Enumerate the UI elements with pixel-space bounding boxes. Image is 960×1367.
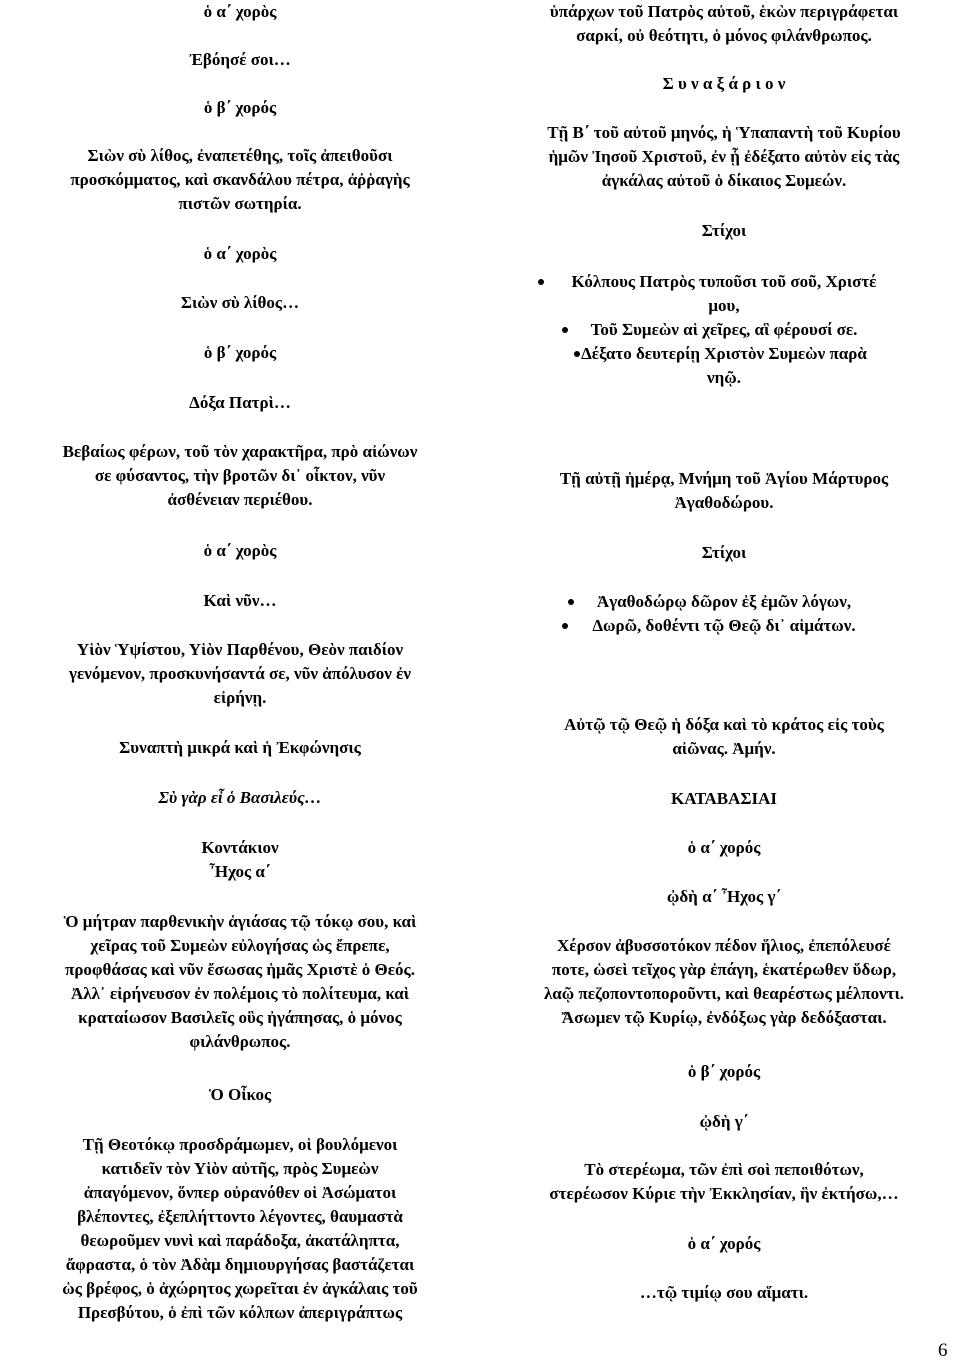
verse-line: Κόλπους Πατρὸς τυποῦσι τοῦ σοῦ, Χριστέ bbox=[571, 272, 877, 291]
doxology-line: αἰῶνας. Ἀμήν. bbox=[672, 739, 776, 758]
verse-line: νηῷ. bbox=[707, 368, 741, 387]
ode-heading: ᾠδὴ γ΄ bbox=[699, 1112, 749, 1131]
commemoration-line: Ἀγαθοδώρου. bbox=[674, 493, 774, 512]
choir-1-heading: ὁ α΄ χορός bbox=[687, 838, 761, 857]
verse-line: Τοῦ Συμεὼν αἱ χεῖρες, αἳ φέρουσί σε. bbox=[590, 320, 858, 339]
oikos-line: Τῇ Θεοτόκῳ προσδράμωμεν, οἱ βουλόμενοι bbox=[82, 1135, 398, 1154]
oikos-line: ὡς βρέφος, ὁ ἀχώρητος χωρεῖται ἐν ἀγκάλαις τοῦ bbox=[62, 1279, 418, 1298]
hymn-line: εἰρήνῃ. bbox=[213, 688, 267, 707]
synaxarion-line: ἡμῶν Ἰησοῦ Χριστοῦ, ἐν ᾗ ἐδέξατο αὐτὸν εἰς τὰς bbox=[548, 147, 900, 166]
oikos-line: ἄφραστα, ὁ τὸν Ἀδὰμ δημιουργήσας βαστάζεται bbox=[65, 1255, 415, 1274]
incipit-line: Σιὼν σὺ λίθος… bbox=[180, 293, 300, 312]
hymn-line: προσκόμματος, καὶ σκανδάλου πέτρα, ἀῤῥαγὴς bbox=[70, 170, 410, 189]
verse-line: μου, bbox=[708, 296, 740, 315]
synaxarion-heading: Σ υ ν α ξ ά ρ ι ο ν bbox=[662, 74, 786, 93]
oikos-line: κατιδεῖν τὸν Υἱὸν αὐτῆς, πρὸς Συμεὼν bbox=[101, 1159, 379, 1178]
oikos-continuation-line: ὑπάρχων τοῦ Πατρὸς αὐτοῦ, ἑκὼν περιγράφεται bbox=[549, 2, 899, 21]
katavasiai-heading: ΚΑΤΑΒΑΣΙΑΙ bbox=[670, 789, 778, 808]
hymn-line: γενόμενον, προσκυνήσαντά σε, νῦν ἀπόλυσον ἐν bbox=[69, 664, 411, 683]
ode-line: στερέωσον Κύριε τὴν Ἐκκλησίαν, ἣν ἐκτήσω,… bbox=[549, 1184, 899, 1203]
rubric: Συναπτὴ μικρά καὶ ἡ Ἐκφώνησις bbox=[119, 738, 361, 757]
verse-line: Δωρῶ, δοθέντι τῷ Θεῷ δι᾽ αἱμάτων. bbox=[592, 616, 856, 635]
hymn-line: ἀσθένειαν περιέθου. bbox=[167, 490, 313, 509]
bullet-icon bbox=[562, 327, 568, 333]
ode-line: Ἄσωμεν τῷ Κυρίῳ, ἐνδόξως γὰρ δεδόξασται. bbox=[561, 1008, 887, 1027]
hymn-line: Βεβαίως φέρων, τοῦ τὸν χαρακτῆρα, πρὸ αἰώνων bbox=[62, 442, 418, 461]
page-number: 6 bbox=[938, 1340, 948, 1361]
list-item bbox=[488, 614, 960, 638]
bullet-icon bbox=[568, 599, 574, 605]
kontakion-line: κραταίωσον Βασιλεῖς οὓς ἠγάπησας, ὁ μόνος bbox=[78, 1008, 402, 1027]
list-item bbox=[488, 590, 960, 614]
oikos-line: βλέποντες, ἐξεπλήττοντο λέγοντες, θαυμαστὰ bbox=[77, 1207, 403, 1226]
choir-1-heading: ὁ α΄ χορός bbox=[687, 1234, 761, 1253]
ode-line: Τὸ στερέωμα, τῶν ἐπὶ σοὶ πεποιθότων, bbox=[584, 1160, 864, 1179]
hymn-line: Υἱὸν Ὑψίστου, Υἱὸν Παρθένου, Θεὸν παιδίον bbox=[76, 640, 404, 659]
bullet-icon bbox=[574, 351, 580, 357]
ode-line: λαῷ πεζοποντοποροῦντι, καὶ θεαρέστως μέλποντι. bbox=[543, 984, 905, 1003]
bullet-icon bbox=[538, 279, 544, 285]
choir-1-heading: ὁ α΄ χορὸς bbox=[203, 541, 277, 560]
choir-2-heading: ὁ β΄ χορός bbox=[203, 343, 277, 362]
doxology-line: Δόξα Πατρὶ… bbox=[189, 393, 291, 412]
list-item bbox=[488, 318, 960, 342]
kontakion-line: Ὁ μήτραν παρθενικὴν ἁγιάσας τῷ τόκῳ σου, καὶ bbox=[63, 912, 417, 931]
verse-list bbox=[488, 590, 960, 638]
hymn-line: Σιὼν σὺ λίθος, ἐναπετέθης, τοῖς ἀπειθοῦσι bbox=[87, 146, 393, 165]
synaxarion-line: Τῇ Β΄ τοῦ αὐτοῦ μηνός, ἡ Ὑπαπαντὴ τοῦ Κυρίου bbox=[547, 123, 901, 142]
synaxarion-line: ἀγκάλας αὐτοῦ ὁ δίκαιος Συμεών. bbox=[601, 171, 847, 190]
kontakion-line: χεῖρας τοῦ Συμεὼν εὐλογήσας ὡς ἔπρεπε, bbox=[90, 936, 390, 955]
oikos-continuation-line: σαρκί, οὐ θεότητι, ὁ μόνος φιλάνθρωπος. bbox=[576, 26, 872, 45]
verse-line: Ἀγαθοδώρῳ δῶρον ἐξ ἐμῶν λόγων, bbox=[596, 592, 852, 611]
choir-1-heading: ὁ α΄ χορὸς bbox=[203, 2, 277, 21]
list-item bbox=[488, 366, 960, 390]
hymn-line: σε φύσαντος, τὴν βροτῶν δι᾽ οἶκτον, νῦν bbox=[94, 466, 386, 485]
oikos-heading: Ὁ Οἶκος bbox=[208, 1085, 272, 1104]
verse-list bbox=[488, 270, 960, 390]
kontakion-line: προφθάσας καὶ νῦν ἔσωσας ἡμᾶς Χριστὲ ὁ Θεός. bbox=[65, 960, 415, 979]
ekphonesis-line: Σὺ γὰρ εἶ ὁ Βασιλεύς… bbox=[158, 788, 322, 807]
kontakion-line: φιλάνθρωπος. bbox=[189, 1032, 291, 1051]
oikos-line: ἀπαγόμενον, ὅνπερ οὐρανόθεν οἱ Ἀσώματοι bbox=[83, 1183, 397, 1202]
verse-line: Δέξατο δευτερίῃ Χριστὸν Συμεὼν παρὰ bbox=[581, 344, 867, 363]
kontakion-heading: Κοντάκιον bbox=[201, 838, 279, 857]
bullet-icon bbox=[562, 623, 568, 629]
incipit-line: Καὶ νῦν… bbox=[203, 591, 277, 610]
ode-line: Χέρσον ἀβυσσοτόκον πέδον ἥλιος, ἐπεπόλευσέ bbox=[557, 936, 891, 955]
kontakion-line: Ἀλλ᾽ εἰρήνευσον ἐν πολέμοις τὸ πολίτευμα, καὶ bbox=[70, 984, 410, 1003]
tone-heading: Ἦχος α΄ bbox=[209, 862, 271, 881]
ode-line: ποτε, ὡσεὶ τεῖχος γὰρ ἐπάγη, ἑκατέρωθεν ὕδωρ, bbox=[551, 960, 897, 979]
incipit-line: Ἐβόησέ σοι… bbox=[189, 50, 291, 69]
list-item bbox=[488, 294, 960, 318]
oikos-line: Πρεσβύτου, ὁ ἐπὶ τῶν κόλπων ἀπεριγράπτως bbox=[77, 1303, 403, 1322]
list-item bbox=[488, 270, 960, 294]
oikos-line: θεωροῦμεν νυνὶ καὶ παράδοξα, ἀκατάληπτα, bbox=[80, 1231, 400, 1250]
choir-2-heading: ὁ β΄ χορός bbox=[203, 98, 277, 117]
ode-heading: ᾠδὴ α΄ Ἦχος γ΄ bbox=[666, 887, 782, 906]
choir-1-heading: ὁ α΄ χορὸς bbox=[203, 244, 277, 263]
list-item bbox=[488, 342, 960, 366]
verses-heading: Στίχοι bbox=[701, 543, 747, 562]
doxology-line: Αὐτῷ τῷ Θεῷ ἡ δόξα καὶ τὸ κράτος εἰς τοὺς bbox=[564, 715, 884, 734]
verses-heading: Στίχοι bbox=[701, 221, 747, 240]
commemoration-line: Τῇ αὐτῇ ἡμέρᾳ, Μνήμη τοῦ Ἁγίου Μάρτυρος bbox=[559, 469, 889, 488]
hymn-line: πιστῶν σωτηρία. bbox=[178, 194, 302, 213]
ode-line: …τῷ τιμίῳ σου αἵματι. bbox=[639, 1283, 809, 1302]
choir-2-heading: ὁ β΄ χορός bbox=[687, 1062, 761, 1081]
